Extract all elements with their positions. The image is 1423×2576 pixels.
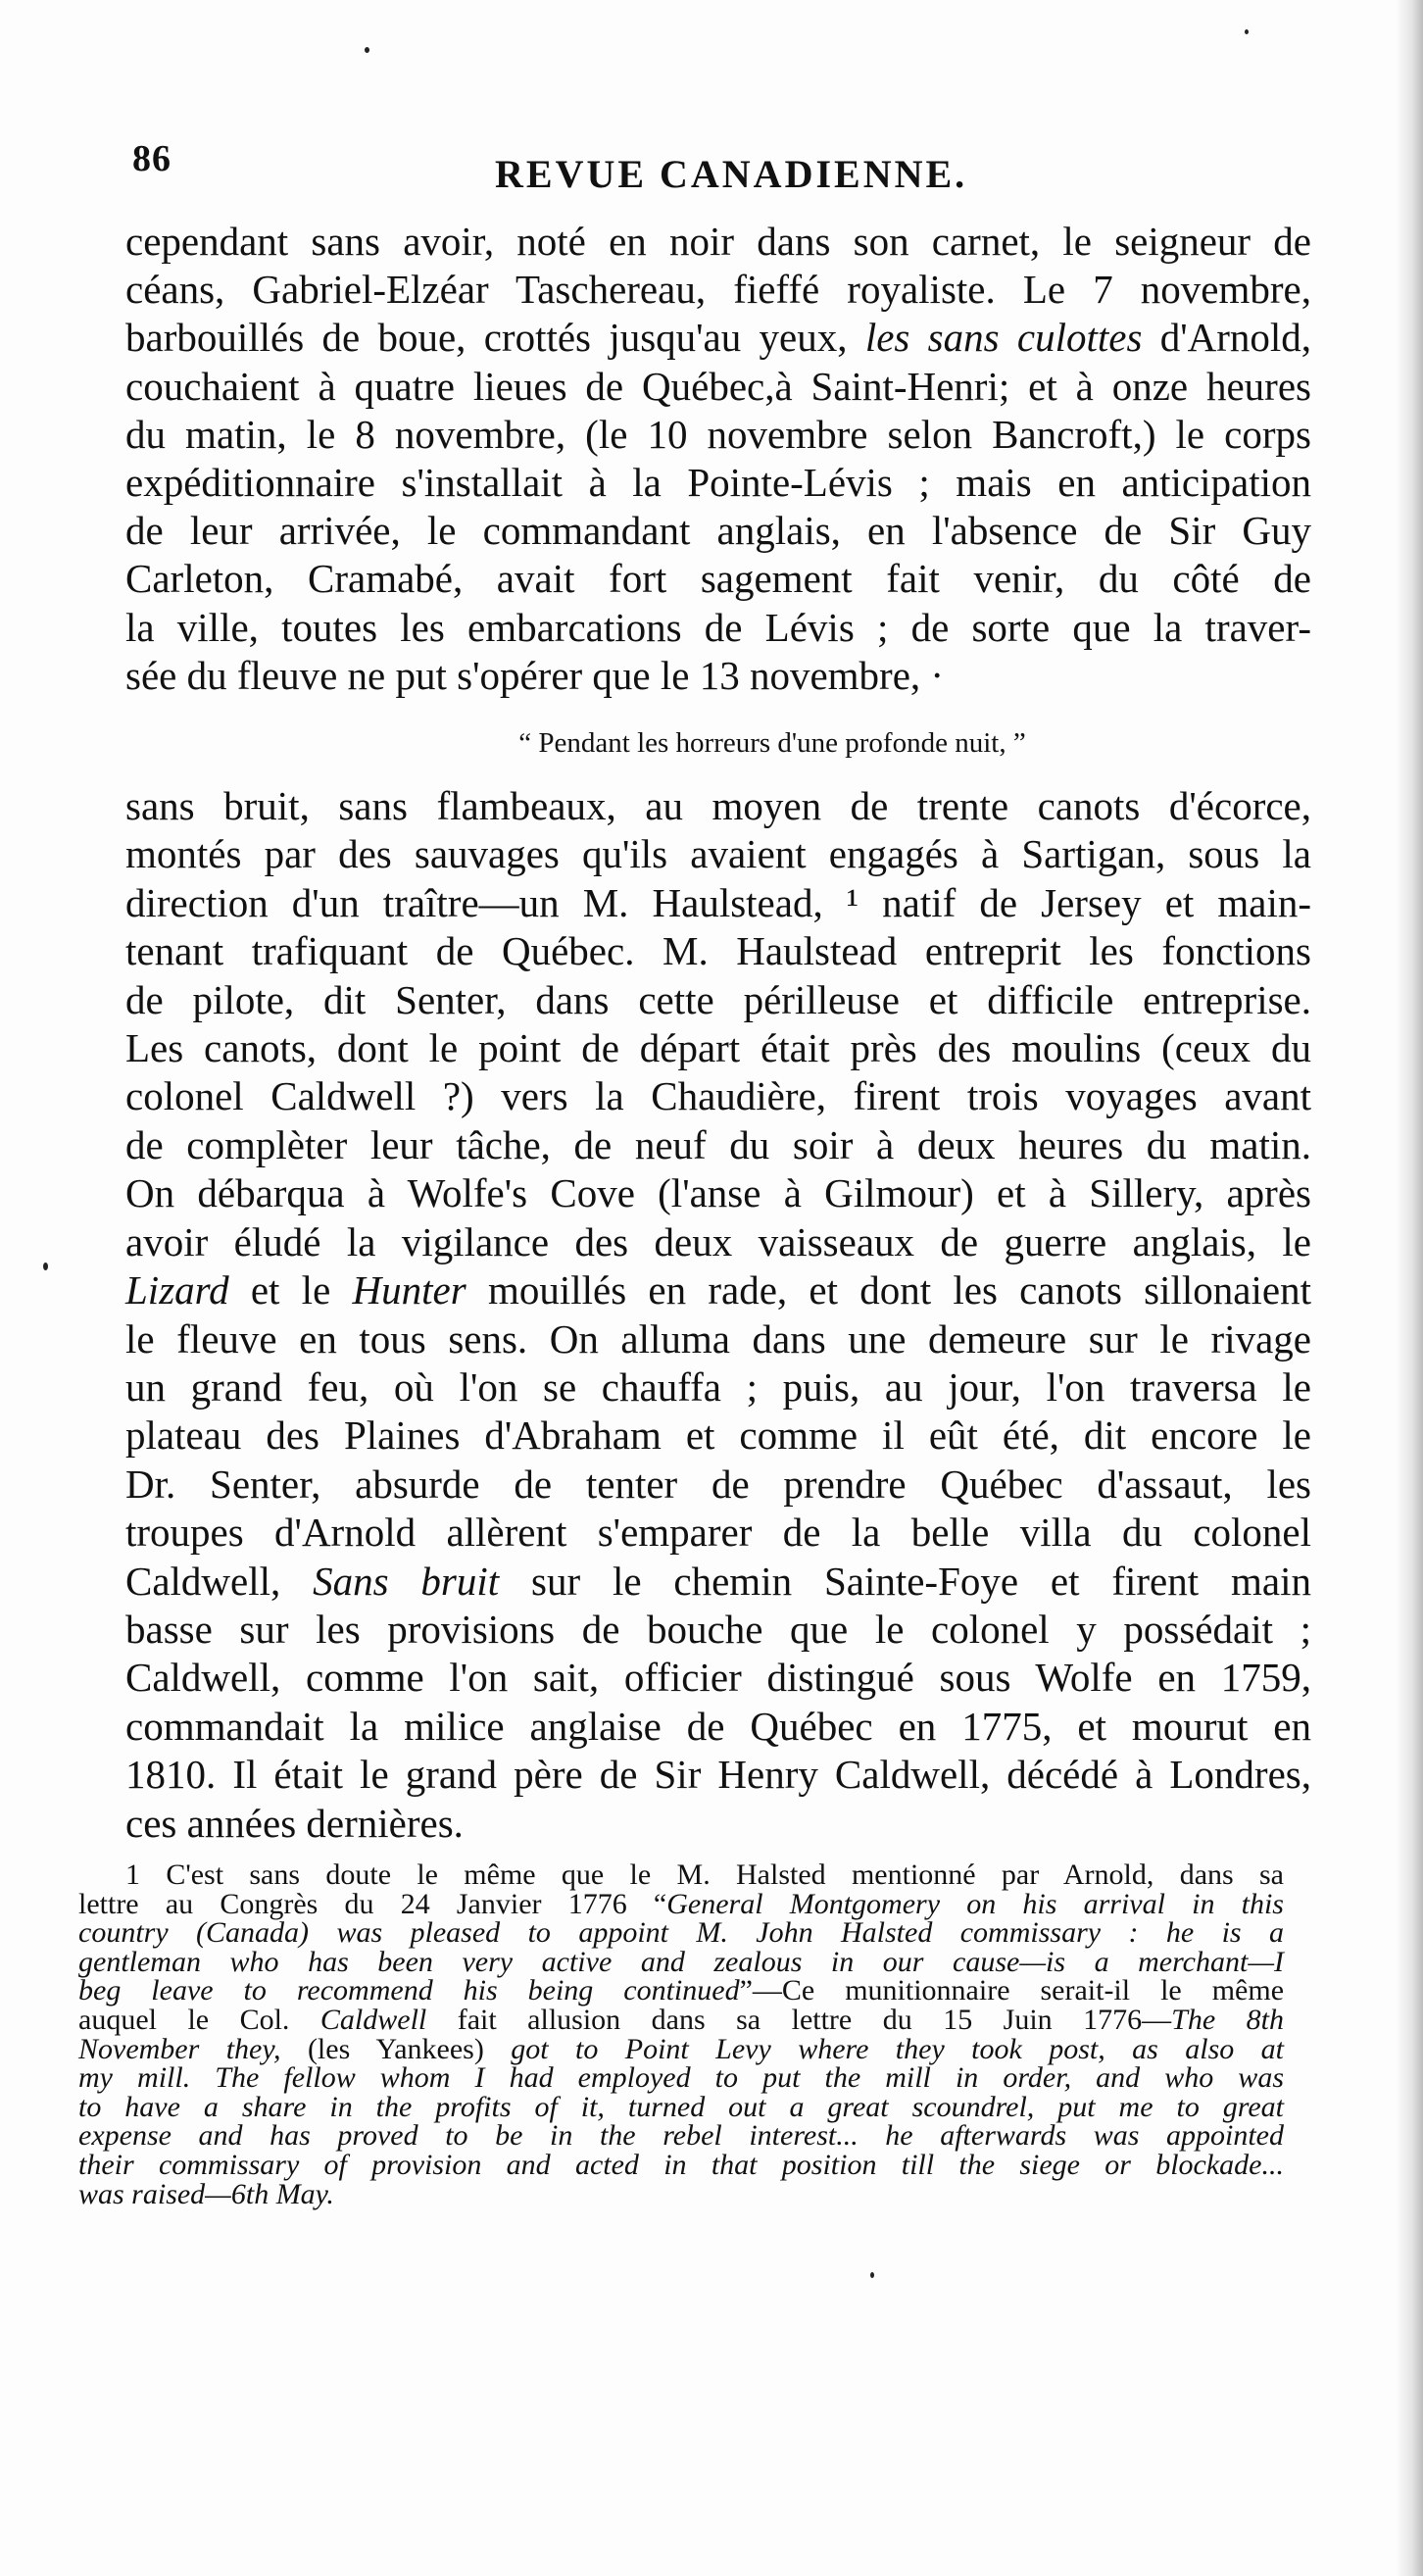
footnote-line — [78, 1887, 1284, 1920]
text-fragment: auquel le Col. — [78, 2003, 320, 2036]
footnote-line: gentleman who has been very active and zealous in our cause—is a merchant—I — [78, 1945, 1284, 1978]
text-line: tenant trafiquant de Québec. M. Haulstead entreprit les fonctions — [125, 928, 1311, 974]
text-line: le fleuve en tous sens. On alluma dans une demeure sur le rivage — [125, 1315, 1311, 1362]
text-line: cependant sans avoir, noté en noir dans son carnet, le seigneur de — [125, 219, 1311, 264]
footnote-line: was raised—6th May. — [78, 2177, 334, 2210]
text-fragment: (les Yankees) — [280, 2032, 512, 2065]
italic-quote: November they, — [78, 2032, 281, 2065]
text-line: avoir éludé la vigilance des deux vaisseaux de guerre anglais, le — [125, 1218, 1311, 1264]
paragraph-2 — [125, 782, 1311, 1848]
text-line: troupes d'Arnold allèrent s'emparer de la belle villa du colonel — [125, 1510, 1311, 1556]
footnote-line: to have a share in the profits of it, turned out a great scoundrel, put me to great — [78, 2090, 1284, 2123]
text-line — [125, 314, 1311, 362]
footnote-line — [78, 2003, 1284, 2036]
text-line: Les canots, dont le point de départ était près des moulins (ceux du — [125, 1025, 1311, 1071]
text-fragment: sur le chemin Sainte-Foye et firent main — [499, 1558, 1311, 1604]
text-line: la ville, toutes les embarcations de Lévis ; de sorte que la traver- — [125, 604, 1311, 650]
scan-speck — [1245, 29, 1249, 34]
italic-quote: General Montgomery on his arrival in this — [666, 1887, 1284, 1920]
text-line: expéditionnaire s'installait à la Pointe-Lévis ; mais en anticipation — [125, 460, 1311, 506]
paragraph-1 — [125, 218, 1311, 700]
scan-speck — [870, 2272, 874, 2278]
footnote — [78, 1860, 1284, 2208]
scan-speck — [365, 47, 369, 53]
text-line: Carleton, Cramabé, avait fort sagement fait venir, du côté de — [125, 556, 1311, 602]
text-line: sans bruit, sans flambeaux, au moyen de trente canots d'écorce, — [125, 783, 1311, 829]
text-fragment: ”—Ce munitionnaire serait-il le même — [739, 1974, 1285, 2007]
italic-phrase: les sans culottes — [864, 315, 1143, 361]
page-edge-shadow — [1396, 0, 1423, 2576]
text-fragment: mouillés en rade, et dont les canots sillonaient — [466, 1267, 1311, 1313]
text-line — [125, 1558, 1311, 1606]
page-header — [132, 137, 1318, 196]
text-line: du matin, le 8 novembre, (le 10 novembre selon Bancroft,) le corps — [125, 411, 1311, 457]
text-line: un grand feu, où l'on se chauffa ; puis, au jour, l'on traversa le — [125, 1363, 1311, 1410]
text-line: de pilote, dit Senter, dans cette périlleuse et difficile entreprise. — [125, 976, 1311, 1022]
footnote-line — [78, 1976, 1284, 2006]
text-fragment: barbouillés de boue, crottés jusqu'au yeux, — [125, 315, 865, 361]
text-fragment: lettre au Congrès du 24 Janvier 1776 “ — [78, 1887, 667, 1920]
text-fragment: d'Arnold, — [1142, 315, 1311, 361]
text-line: direction d'un traître—un M. Haulstead, ¹ natif de Jersey et main- — [125, 879, 1311, 925]
text-fragment: et le — [228, 1267, 353, 1313]
italic-quote: beg leave to recommend his being continued — [78, 1974, 740, 2007]
text-line: ces années dernières. — [125, 1800, 464, 1846]
footnote-line: my mill. The fellow whom I had employed to put the mill in order, and who was — [78, 2061, 1284, 2095]
text-line: de complèter leur tâche, de neuf du soir à deux heures du matin. — [125, 1121, 1311, 1167]
text-line: de leur arrivée, le commandant anglais, en l'absence de Sir Guy — [125, 508, 1311, 554]
text-fragment: Caldwell, — [125, 1558, 314, 1604]
italic-name: Caldwell — [319, 2003, 427, 2036]
page-number: 86 — [132, 138, 172, 179]
text-line: sée du fleuve ne put s'opérer que le 13 novembre, · — [125, 652, 945, 698]
text-line: 1810. Il était le grand père de Sir Henry Caldwell, décédé à Londres, — [125, 1752, 1311, 1798]
running-title: REVUE CANADIENNE. — [495, 152, 968, 196]
verse-quote: “ Pendant les horreurs d'une profonde nuit, ” — [518, 727, 1026, 760]
main-text — [125, 218, 1311, 1848]
ship-name-hunter: Hunter — [352, 1267, 466, 1313]
text-line: Caldwell, comme l'on sait, officier distingué sous Wolfe en 1759, — [125, 1655, 1311, 1701]
text-line: colonel Caldwell ?) vers la Chaudière, firent trois voyages avant — [125, 1073, 1311, 1119]
footnote-line: 1 C'est sans doute le même que le M. Halsted mentionné par Arnold, dans sa — [125, 1858, 1284, 1891]
text-line: montés par des sauvages qu'ils avaient engagés à Sartigan, sous la — [125, 831, 1311, 877]
scan-speck — [43, 1263, 48, 1270]
text-line: Dr. Senter, absurde de tenter de prendre Québec d'assaut, les — [125, 1461, 1311, 1507]
text-line: On débarqua à Wolfe's Cove (l'anse à Gilmour) et à Sillery, après — [125, 1170, 1311, 1216]
footnote-line: expense and has proved to be in the rebel interest... he afterwards was appointed — [78, 2119, 1284, 2153]
text-line: couchaient à quatre lieues de Québec,à Saint-Henri; et à onze heures — [125, 363, 1311, 409]
italic-quote: got to Point Levy where they took post, as also at — [511, 2032, 1285, 2065]
footnote-line: country (Canada) was pleased to appoint M. John Halsted commissary : he is a — [78, 1916, 1284, 1950]
footnote-line: their commissary of provision and acted in that position till the siege or blockade... — [78, 2148, 1284, 2181]
ship-name-lizard: Lizard — [125, 1267, 229, 1313]
text-line: céans, Gabriel-Elzéar Taschereau, fieffé royaliste. Le 7 novembre, — [125, 267, 1311, 313]
italic-phrase: Sans bruit — [313, 1558, 500, 1604]
text-line: plateau des Plaines d'Abraham et comme il eût été, dit encore le — [125, 1412, 1311, 1459]
text-line — [125, 1266, 1311, 1314]
footnote-line — [78, 2032, 1285, 2065]
text-line: commandait la milice anglaise de Québec en 1775, et mourut en — [125, 1703, 1311, 1749]
text-fragment: fait allusion dans sa lettre du 15 Juin 1776— — [426, 2003, 1172, 2036]
italic-quote: The 8th — [1171, 2003, 1284, 2036]
text-line: basse sur les provisions de bouche que le colonel y possédait ; — [125, 1606, 1311, 1652]
